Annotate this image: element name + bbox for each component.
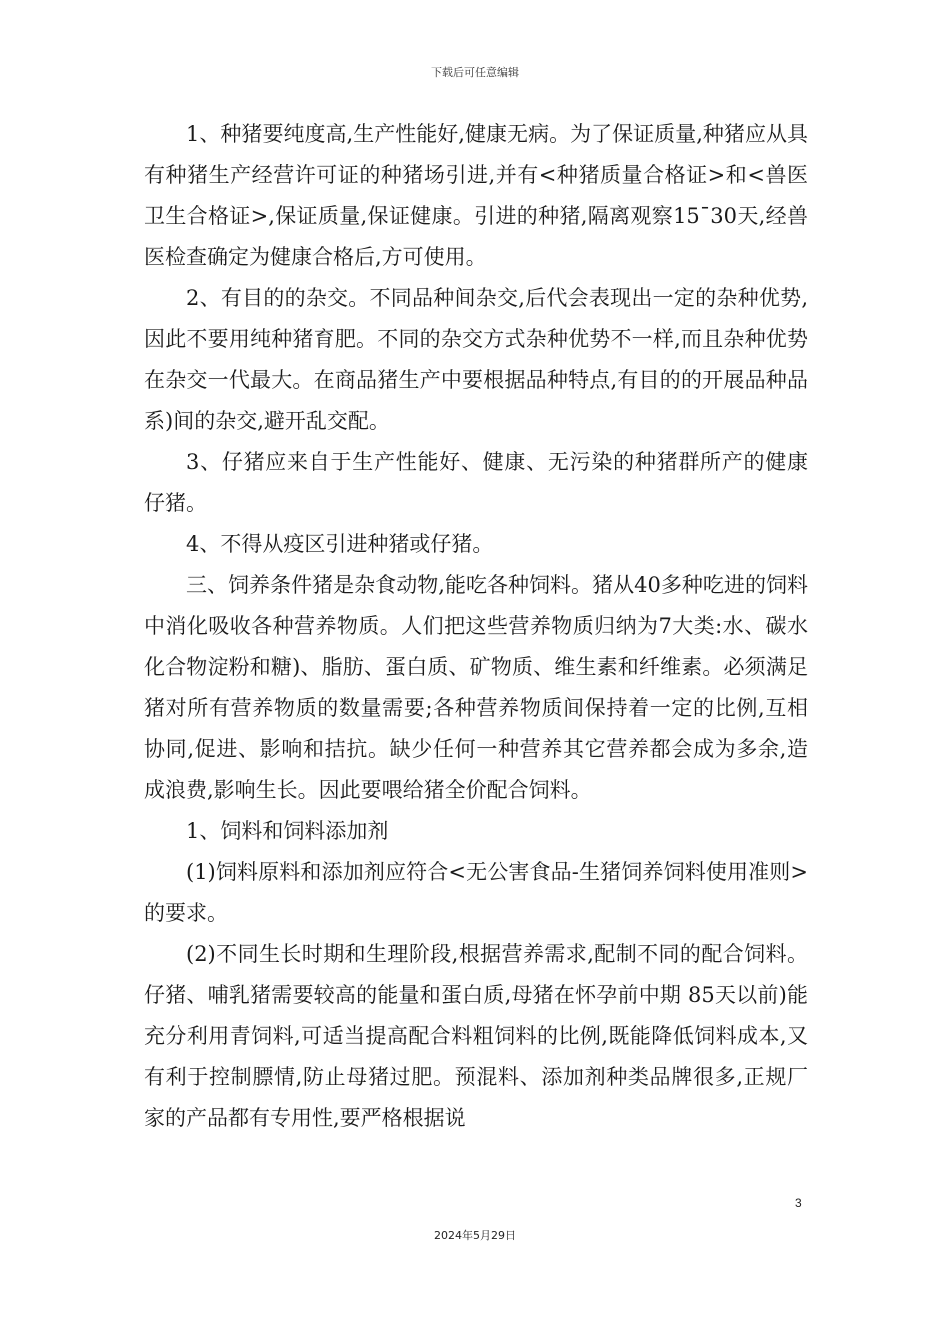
paragraph: 三、饲养条件猪是杂食动物,能吃各种饲料。猪从40多种吃进的饲料中消化吸收各种营养物质。人们把这些营养物质归纳为7大类:水、碳水化合物淀粉和糖)、脂肪、蛋白质、矿物质、维生素和纤维素。必须满足猪对所有营养物质的数量需要;各种营养物质间保持着一定的比例,互相协同,促进、影响和拮抗。缺少任何一种营养其它营养都会成为多余,造成浪费,影响生长。因此要喂给猪全价配合饲料。 bbox=[144, 573, 808, 802]
paragraph: 2、有目的的杂交。不同品种间杂交,后代会表现出一定的杂种优势,因此不要用纯种猪育肥。不同的杂交方式杂种优势不一样,而且杂种优势在杂交一代最大。在商品猪生产中要根据品种特点,有目的的开展品种品系)间的杂交,避开乱交配。 bbox=[144, 286, 808, 433]
footer-date: 2024年5月29日 bbox=[434, 1229, 516, 1242]
paragraph: 1、饲料和饲料添加剂 bbox=[186, 819, 389, 843]
paragraph: 3、仔猪应来自于生产性能好、健康、无污染的种猪群所产的健康仔猪。 bbox=[144, 450, 808, 515]
paragraph: 1、种猪要纯度高,生产性能好,健康无病。为了保证质量,种猪应从具有种猪生产经营许可证的种猪场引进,并有<种猪质量合格证>和<兽医卫生合格证>,保证质量,保证健康。引进的种猪,隔离观察15¯30天,经兽医检查确定为健康合格后,方可使用。 bbox=[144, 122, 808, 269]
paragraph: (2)不同生长时期和生理阶段,根据营养需求,配制不同的配合饲料。仔猪、哺乳猪需要较高的能量和蛋白质,母猪在怀孕前中期 85天以前)能充分利用青饲料,可适当提高配合料粗饲料的比例,既能降低饲料成本,又有利于控制膘情,防止母猪过肥。预混料、添加剂种类品牌很多,正规厂家的产品都有专用性,要严格根据说 bbox=[144, 942, 808, 1130]
page-number: 3 bbox=[795, 1196, 802, 1210]
document-body bbox=[144, 114, 808, 1139]
page-header: 下载后可任意编辑 bbox=[431, 66, 519, 79]
paragraph: (1)饲料原料和添加剂应符合<无公害食品-生猪饲养饲料使用准则>的要求。 bbox=[144, 860, 808, 925]
paragraph: 4、不得从疫区引进种猪或仔猪。 bbox=[186, 532, 494, 556]
